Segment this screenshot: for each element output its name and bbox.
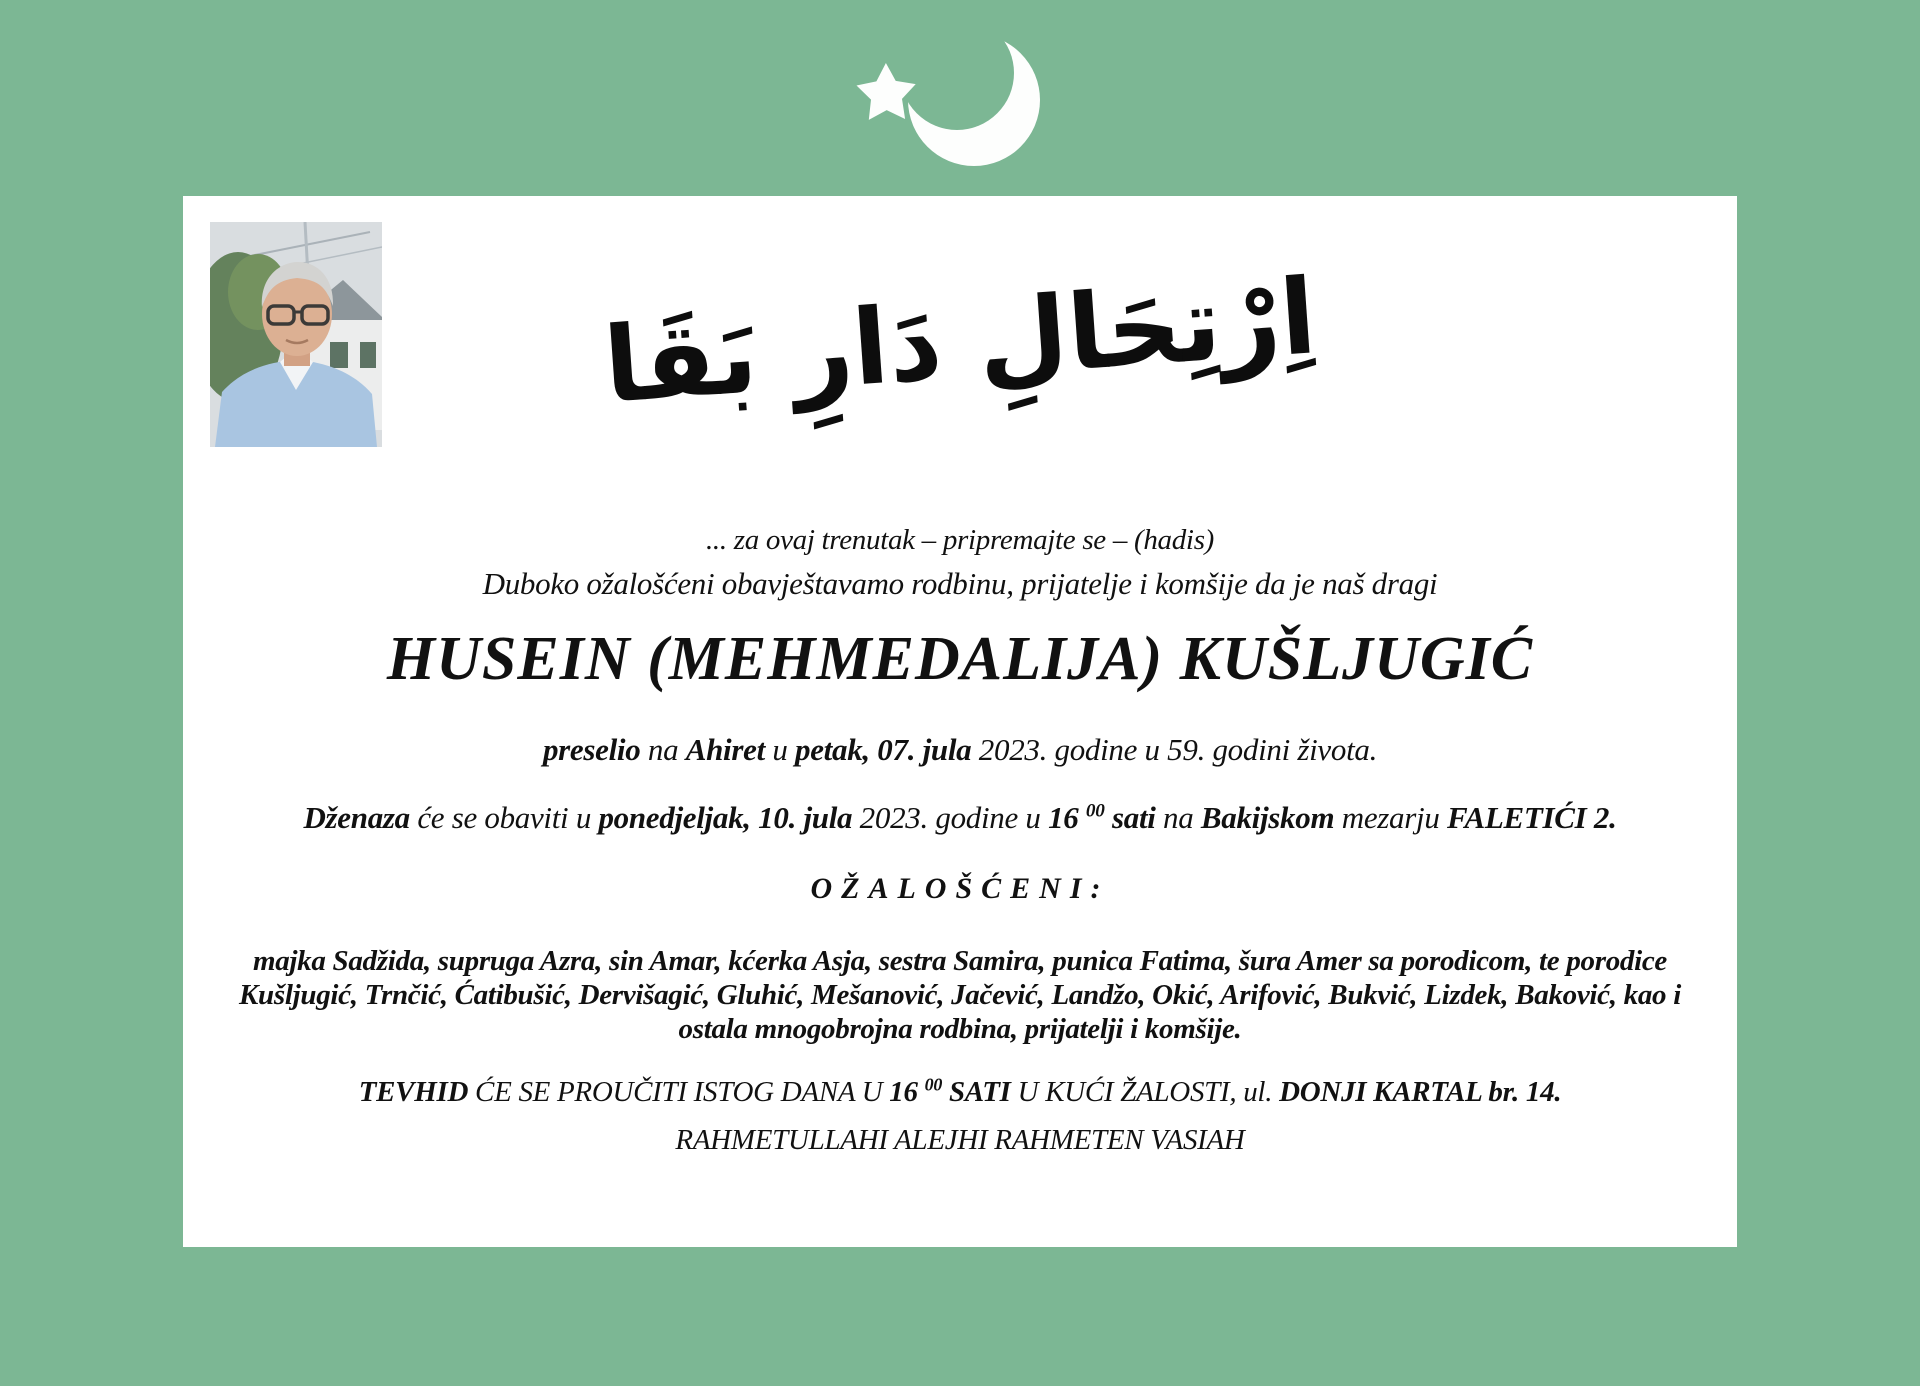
funeral-details-line: Dženaza će se obaviti u ponedjeljak, 10. jula 2023. godine u 16 $^{00}$ sati na Bakijskom mezarju FALETIĆI 2. xyxy=(303,800,1617,835)
tevhid-line: TEVHID ĆE SE PROUČITI ISTOG DANA U 16 $^{00}$ SATI U KUĆI ŽALOSTI, ul. DONJI KARTAL br. 14. xyxy=(358,1074,1562,1108)
arabic-calligraphy: اِرْتِحَالِ دَارِ بَقَا xyxy=(600,255,1320,427)
mourners-line-2: Kušljugić, Trnčić, Ćatibušić, Dervišagić, Gluhić, Mešanović, Jačević, Landžo, Okić, Arifović, Bukvić, Lizdek, Baković, kao i xyxy=(239,979,1681,1011)
death-details-line: preselio na Ahiret u petak, 07. jula 2023. godine u 59. godini života. xyxy=(542,732,1378,767)
mourners-list xyxy=(203,944,1717,1046)
deceased-name: HUSEIN (MEHMEDALIJA) KUŠLJUGIĆ xyxy=(386,625,1534,693)
mourners-line-3: ostala mnogobrojna rodbina, prijatelji i komšije. xyxy=(678,1013,1242,1045)
star-shape xyxy=(857,63,916,120)
mourners-line-1: majka Sadžida, supruga Azra, sin Amar, kćerka Asja, sestra Samira, punica Fatima, šura Amer sa porodicom, te porodice xyxy=(252,945,1668,977)
obituary-card xyxy=(183,196,1737,1247)
closing-prayer-line: RAHMETULLAHI ALEJHI RAHMETEN VASIAH xyxy=(675,1124,1245,1156)
crescent-and-star-icon xyxy=(852,18,1068,183)
intro-line: Duboko ožalošćeni obavještavamo rodbinu, prijatelje i komšije da je naš dragi xyxy=(482,566,1438,601)
crescent-moon-shape xyxy=(908,34,1040,166)
mourners-heading: OŽALOŠĆENI: xyxy=(810,872,1110,905)
hadis-quote: ... za ovaj trenutak – pripremajte se – (hadis) xyxy=(705,524,1215,556)
crescent-and-star-svg xyxy=(852,18,1068,183)
